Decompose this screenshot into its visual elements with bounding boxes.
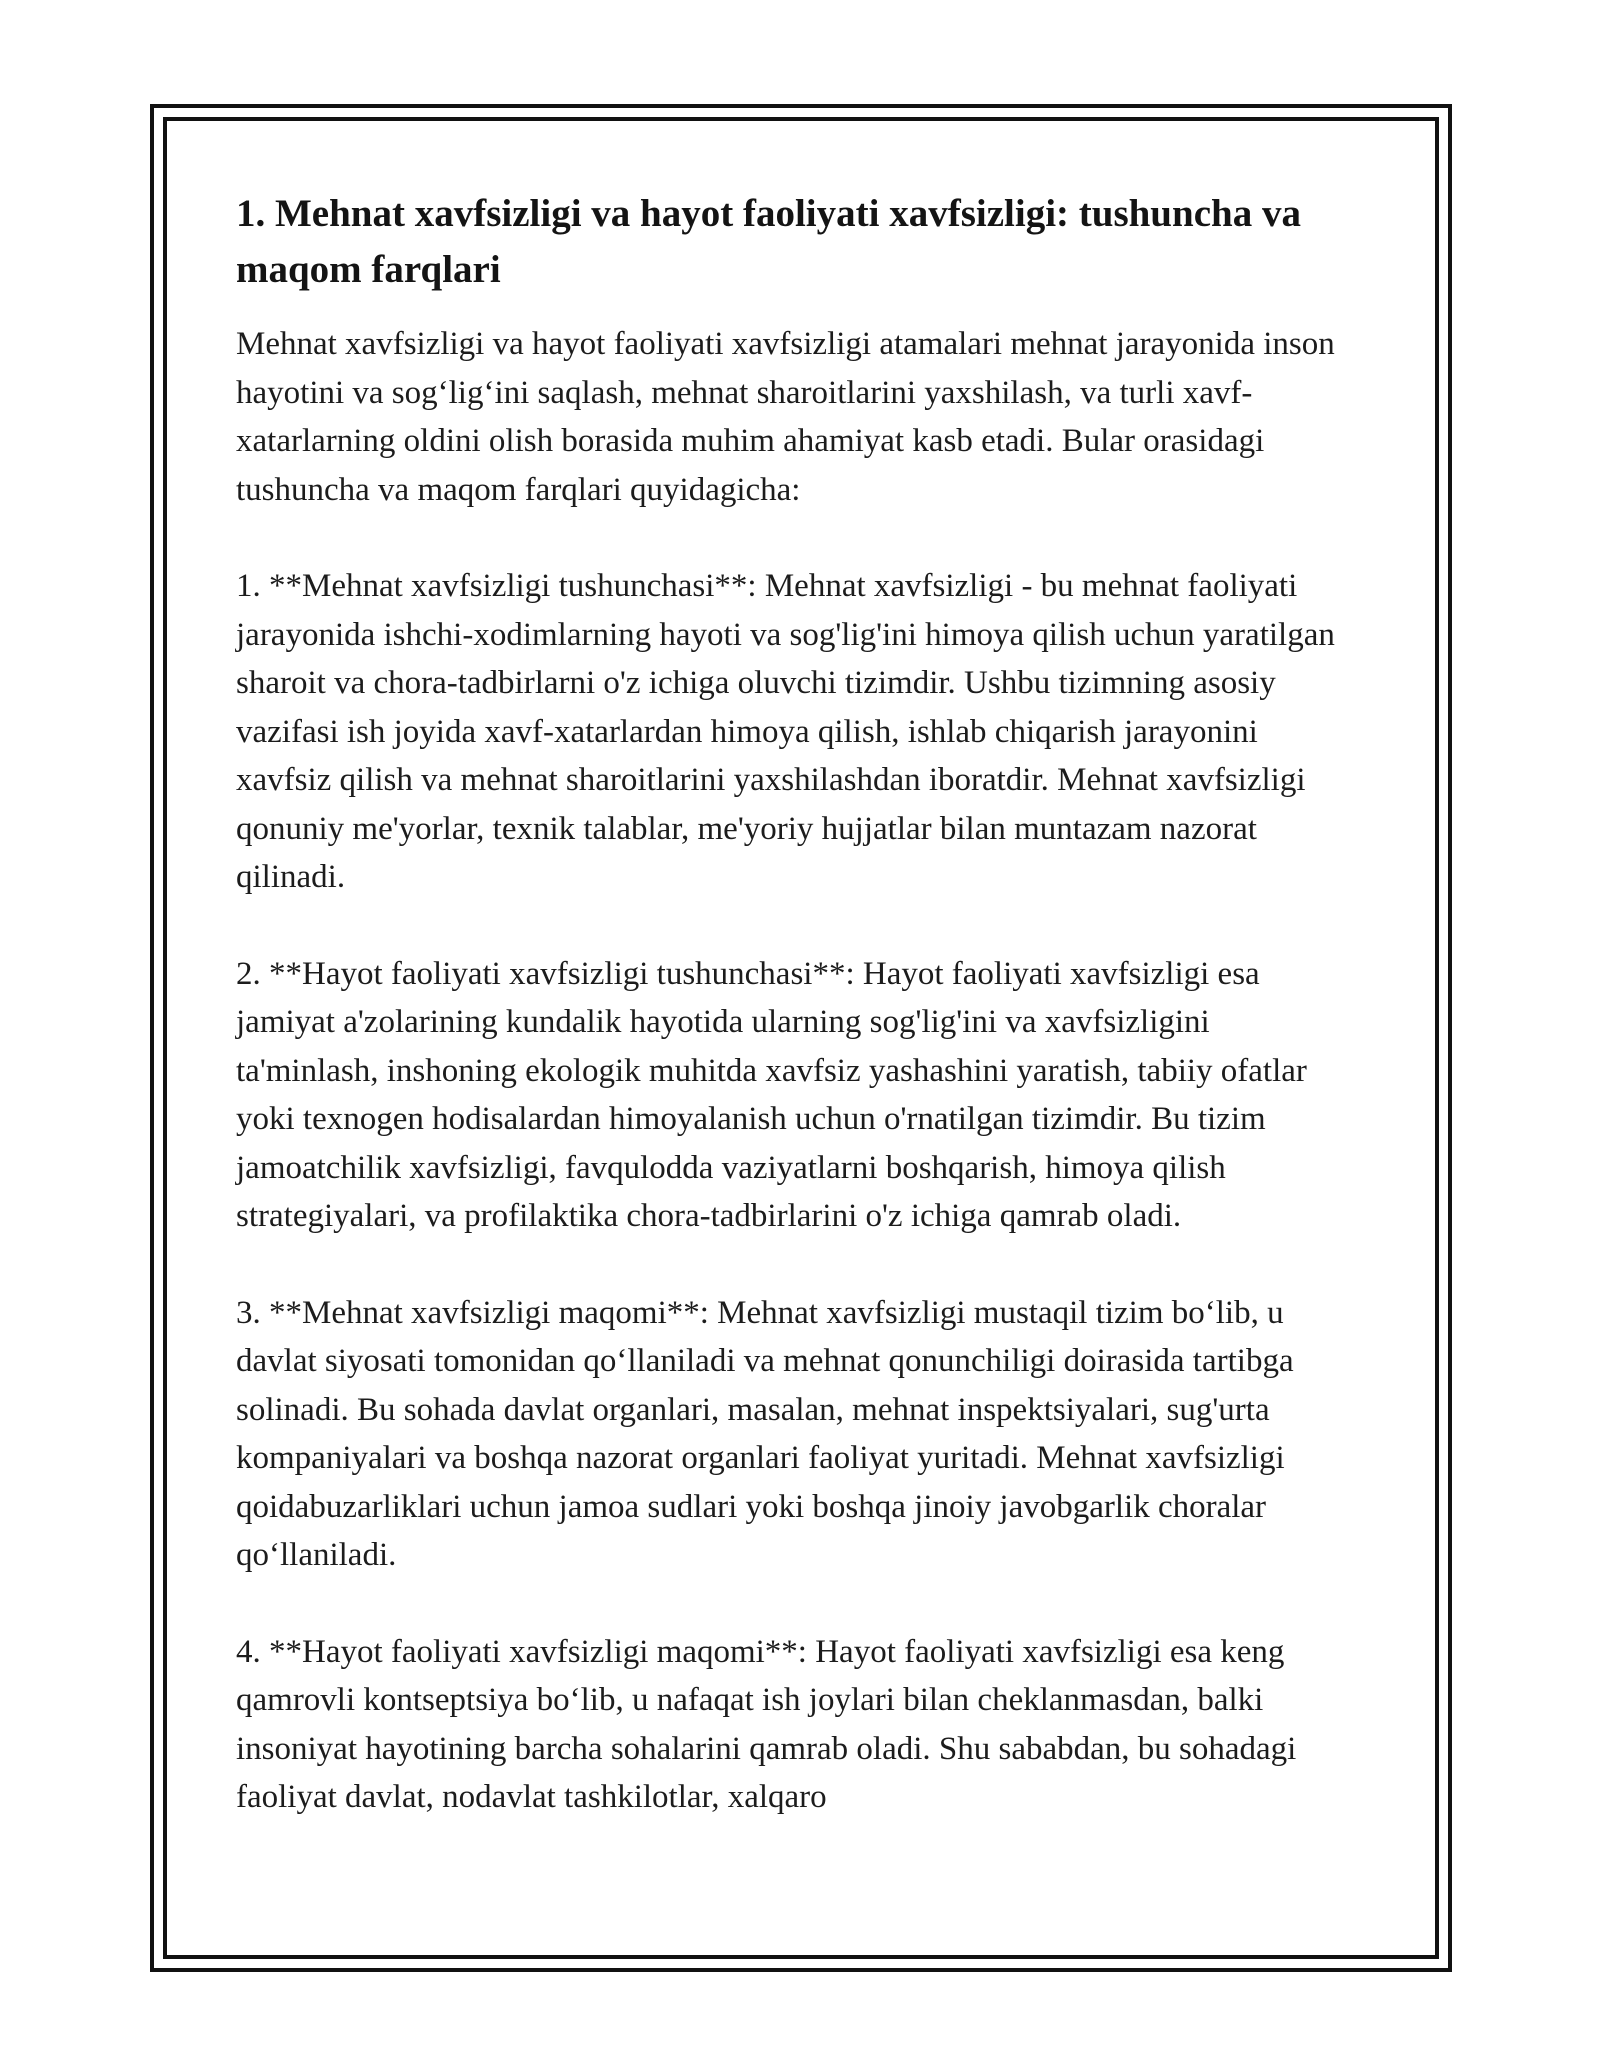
section-heading: 1. Mehnat xavfsizligi va hayot faoliyati xavfsizligi: tushuncha va maqom farqlari [236,192,1301,291]
paragraph-item-4: 4. **Hayot faoliyati xavfsizligi maqomi**: Hayot faoliyati xavfsizligi esa keng qamrovli kontseptsiya bo‘lib, u nafaqat ish joylari bilan cheklanmasdan, balki insoniyat hayotining barcha sohalarini qamrab oladi. Shu sababdan, bu sohadagi faoliyat davlat, nodavlat tashkilotlar, xalqaro [236,1633,1297,1815]
document-body [236,186,1356,1822]
paragraph-item-1: 1. **Mehnat xavfsizligi tushunchasi**: Mehnat xavfsizligi - bu mehnat faoliyati jarayonida ishchi-xodimlarning hayoti va sog'lig'ini himoya qilish uchun yaratilgan sharoit va chora-tadbirlarni o'z ichiga oluvchi tizimdir. Ushbu tizimning asosiy vazifasi ish joyida xavf-xatarlardan himoya qilish, ishlab chiqarish jarayonini xavfsiz qilish va mehnat sharoitlarini yaxshilashdan iboratdir. Mehnat xavfsizligi qonuniy me'yorlar, texnik talablar, me'yoriy hujjatlar bilan muntazam nazorat qilinadi. [236,568,1335,895]
paragraph-item-3: 3. **Mehnat xavfsizligi maqomi**: Mehnat xavfsizligi mustaqil tizim bo‘lib, u davlat siyosati tomonidan qo‘llaniladi va mehnat qonunchiligi doirasida tartibga solinadi. Bu sohada davlat organlari, masalan, mehnat inspektsiyalari, sug'urta kompaniyalari va boshqa nazorat organlari faoliyat yuritadi. Mehnat xavfsizligi qoidabuzarliklari uchun jamoa sudlari yoki boshqa jinoiy javobgarlik choralar qo‘llaniladi. [236,1294,1294,1573]
intro-paragraph: Mehnat xavfsizligi va hayot faoliyati xavfsizligi atamalari mehnat jarayonida inson hayotini va sog‘lig‘ini saqlash, mehnat sharoitlarini yaxshilash, va turli xavf-xatarlarning oldini olish borasida muhim ahamiyat kasb etadi. Bular orasidagi tushuncha va maqom farqlari quyidagicha: [236,326,1335,508]
paragraph-item-2: 2. **Hayot faoliyati xavfsizligi tushunchasi**: Hayot faoliyati xavfsizligi esa jamiyat a'zolarining kundalik hayotida ularning sog'lig'ini va xavfsizligini ta'minlash, inshoning ekologik muhitda xavfsiz yashashini yaratish, tabiiy ofatlar yoki texnogen hodisalardan himoyalanish uchun o'rnatilgan tizimdir. Bu tizim jamoatchilik xavfsizligi, favqulodda vaziyatlarni boshqarish, himoya qilish strategiyalari, va profilaktika chora-tadbirlarini o'z ichiga qamrab oladi. [236,955,1307,1234]
